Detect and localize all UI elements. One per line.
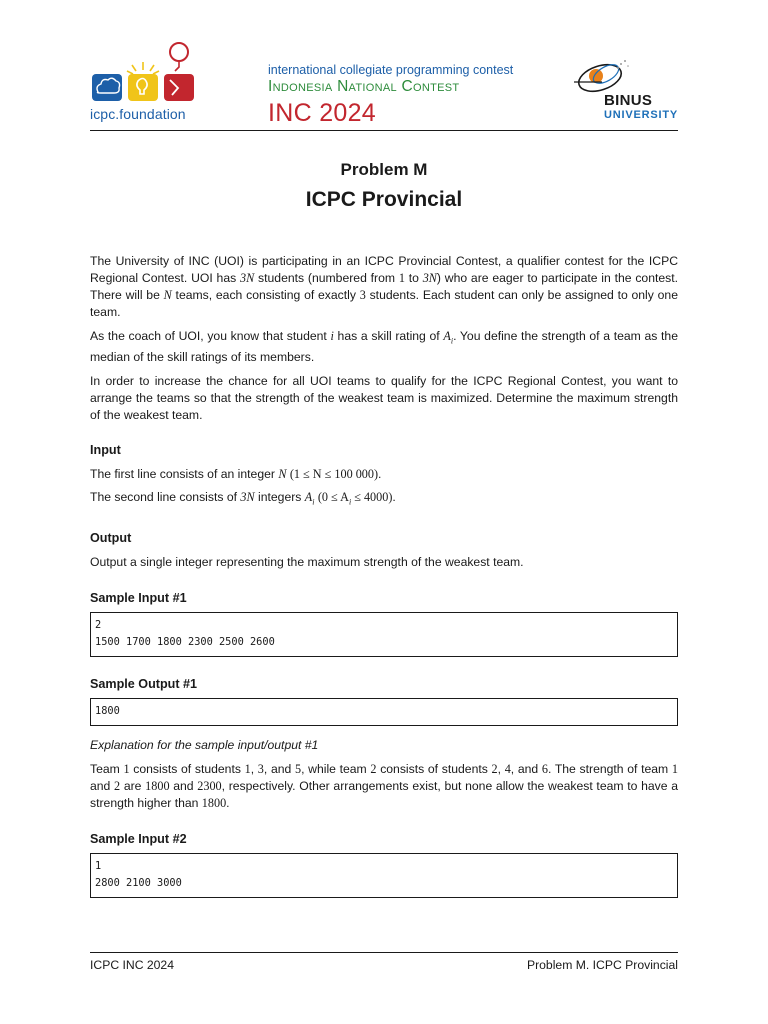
footer-problem-name: Problem M. ICPC Provincial xyxy=(526,958,678,972)
sample-output-1: 1800 xyxy=(90,698,678,726)
sample-input-1-heading: Sample Input #1 xyxy=(90,590,187,605)
explanation-text: Team 1 consists of students 1, 3, and 5, while team 2 consists of students 2, 4, and 6. The strength of team 1 and 2 are 1800 and 2300, respectively. Other arrangements exist, but none allow the weakest team to have a strength higher than 1800. xyxy=(90,761,678,810)
binus-name: BINUS xyxy=(604,92,653,109)
statement-paragraph-1: The University of INC (UOI) is participating in an ICPC Provincial Contest, a qualifier contest for the ICPC Regional Contest. UOI has 3N students (numbered from 1 to 3N) who are eager to participate in the contest. There will be N teams, each consisting of exactly 3 students. Each student can only be assigned to only one team. xyxy=(90,254,679,319)
sample-input-2-heading: Sample Input #2 xyxy=(90,831,187,846)
binus-emblem-icon xyxy=(574,52,684,96)
contest-year: INC 2024 xyxy=(268,99,377,127)
footer-contest-name: ICPC INC 2024 xyxy=(90,958,174,972)
icpc-logo-icon xyxy=(90,40,202,104)
footer-divider xyxy=(90,952,678,953)
input-line-1: The first line consists of an integer N (1 ≤ N ≤ 100 000). xyxy=(90,467,382,482)
sample-input-2: 1 2800 2100 3000 xyxy=(90,853,678,898)
input-line-2: The second line consists of 3N integers $A_i$ $(0 \le A_i \le 4000)$. xyxy=(90,490,396,507)
sample-input-1: 2 1500 1700 1800 2300 2500 2600 xyxy=(90,612,678,657)
problem-title: ICPC Provincial xyxy=(305,188,463,211)
icpc-foundation-logo xyxy=(90,40,202,126)
contest-name: Indonesia National Contest xyxy=(268,78,460,95)
contest-title-block xyxy=(268,63,528,128)
input-heading: Input xyxy=(90,443,121,458)
sample-output-1-heading: Sample Output #1 xyxy=(90,676,198,691)
contest-subtitle: international collegiate programming contest xyxy=(268,63,514,77)
binus-university-label: UNIVERSITY xyxy=(604,109,679,121)
statement-paragraph-2: As the coach of UOI, you know that student i has a skill rating of $A_i$. You define the strength of a team as the median of the skill ratings of its members. xyxy=(90,329,678,365)
output-heading: Output xyxy=(90,530,132,545)
problem-label: Problem M xyxy=(340,160,428,179)
output-description: Output a single integer representing the maximum strength of the weakest team. xyxy=(90,554,524,569)
explanation-heading: Explanation for the sample input/output #1 xyxy=(90,737,319,752)
statement-paragraph-3: In order to increase the chance for all UOI teams to qualify for the ICPC Regional Contest, you want to arrange the teams so that the strength of the weakest team is maximized. Determine the maximum strength of the weakest team. xyxy=(90,374,678,423)
problem-statement xyxy=(90,253,678,898)
binus-university-logo xyxy=(574,52,684,126)
icpc-foundation-text: icpc.foundation xyxy=(90,106,186,122)
header-divider xyxy=(90,130,678,131)
